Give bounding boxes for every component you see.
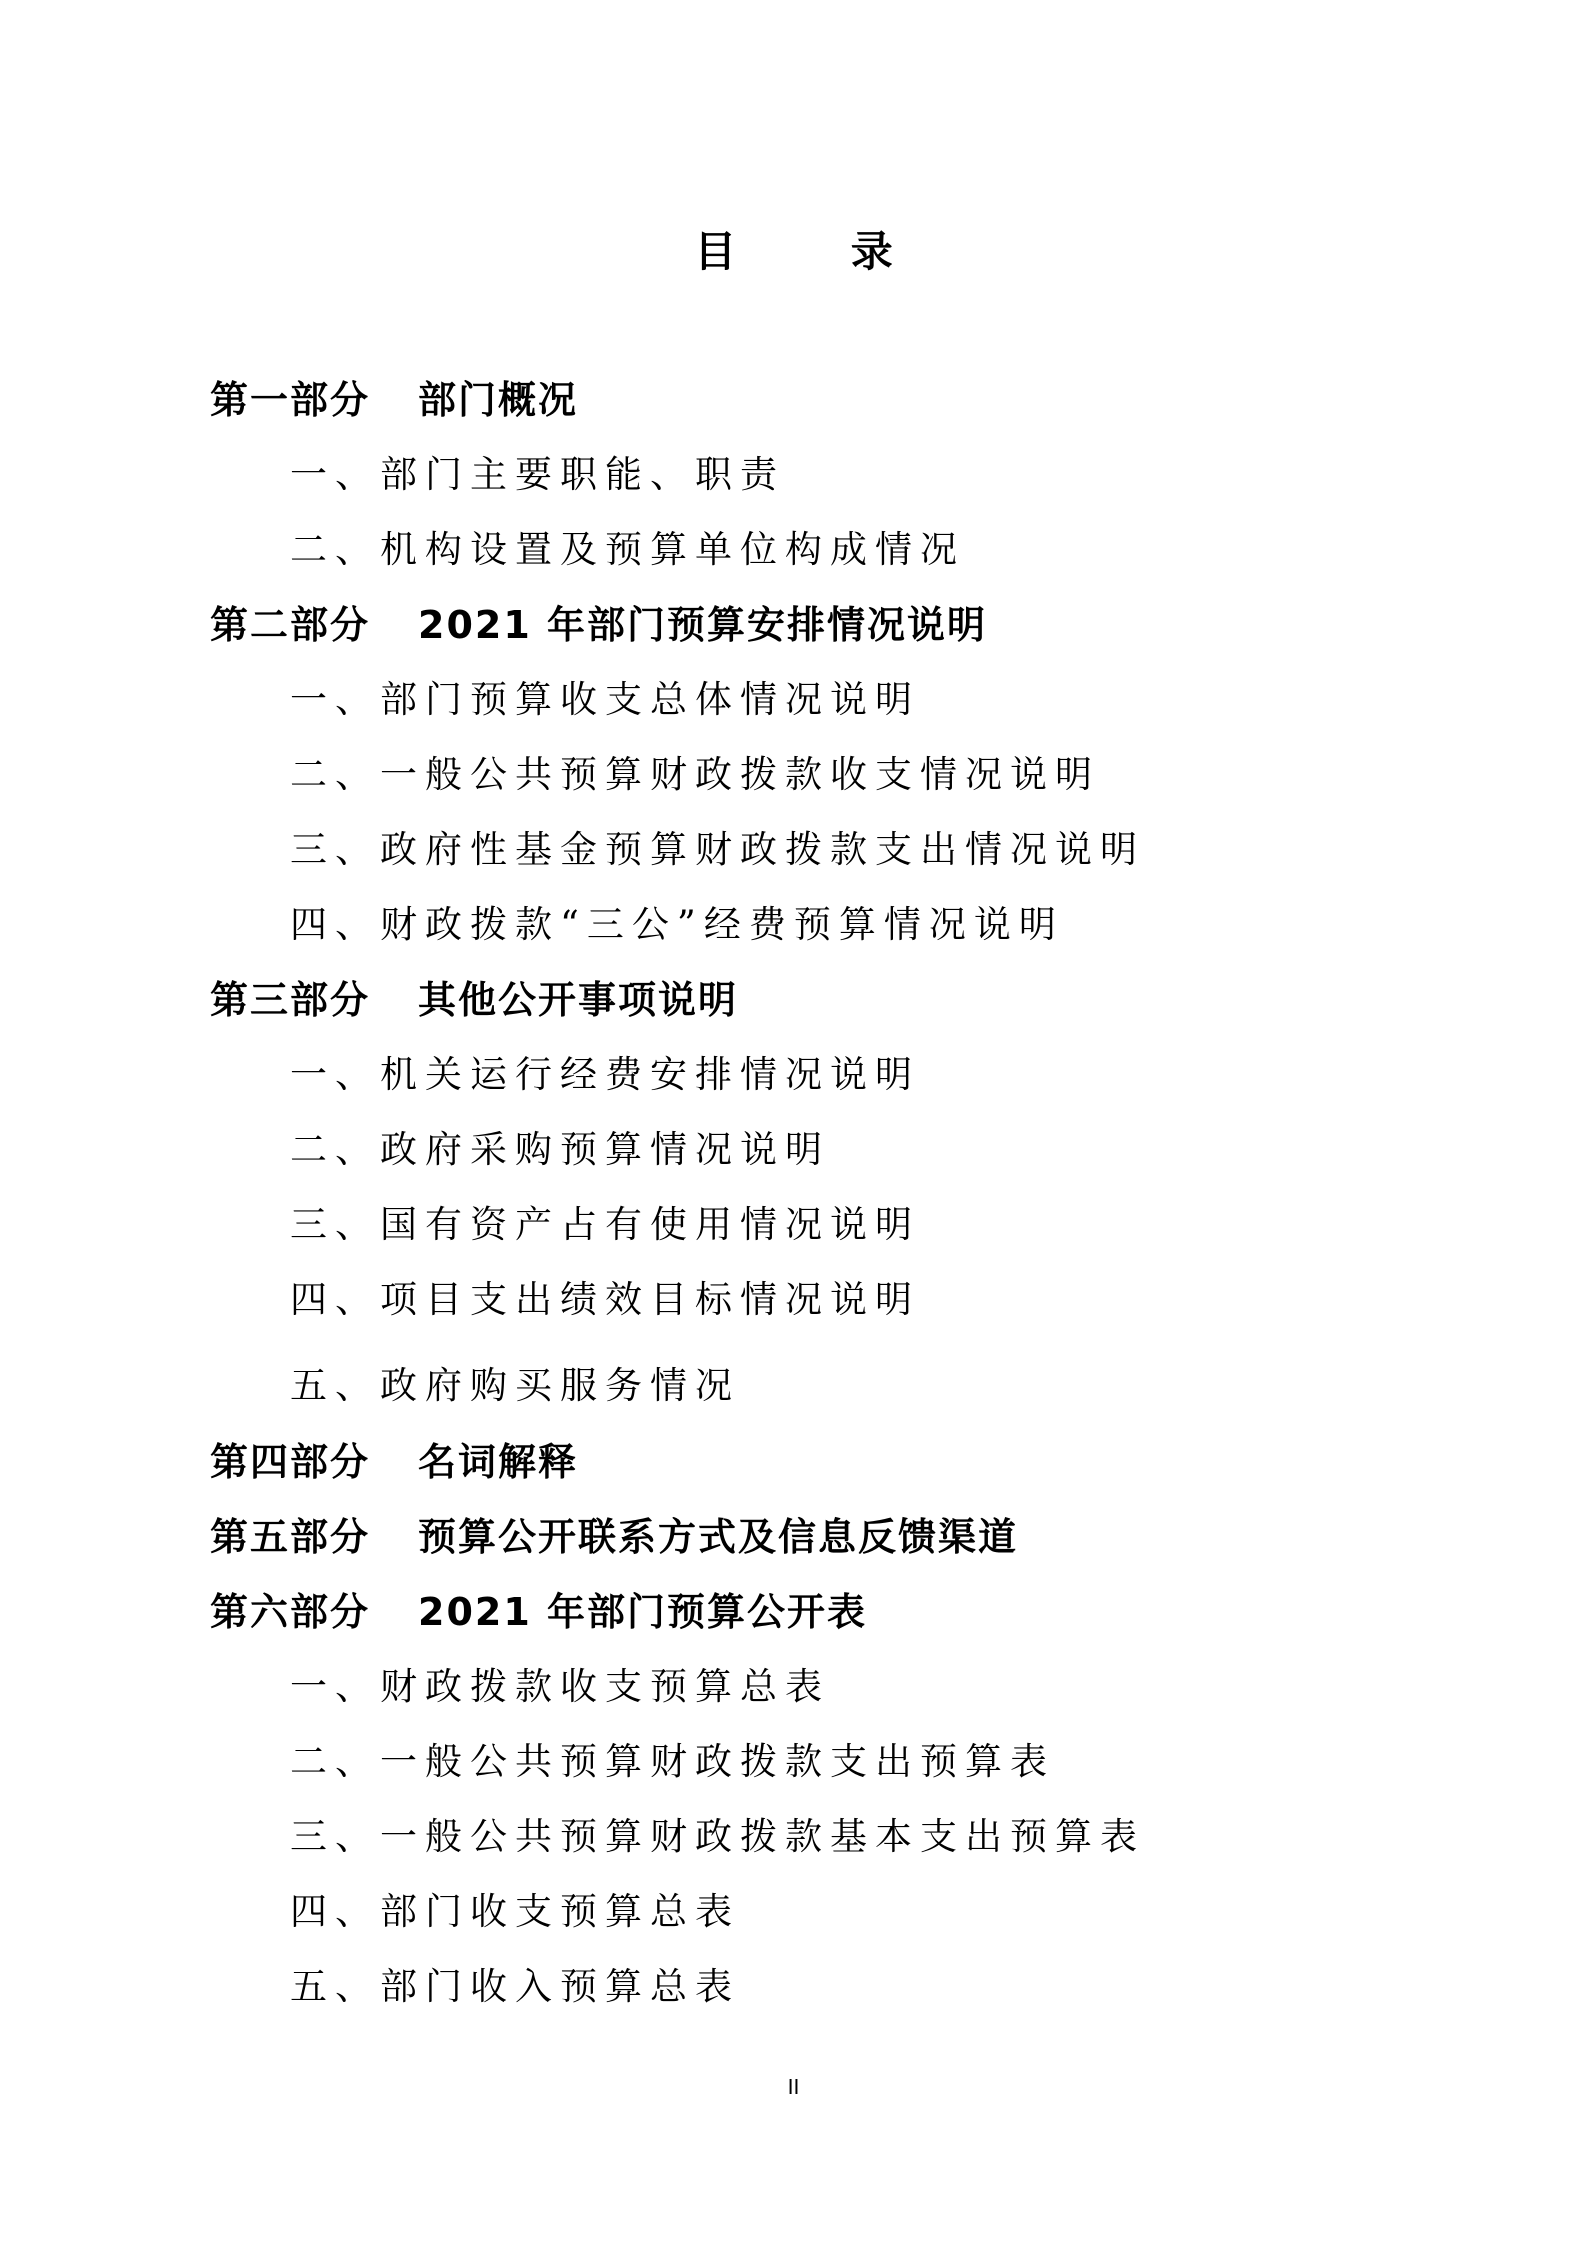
toc-item[interactable]: 一、部门主要职能、职责: [290, 453, 785, 496]
toc-item[interactable]: 一、财政拨款收支预算总表: [290, 1665, 830, 1708]
toc-part-text: 部门概况: [418, 378, 579, 422]
toc-part-label: 第五部分: [210, 1515, 371, 1559]
toc-part-text: 名词解释: [418, 1440, 579, 1484]
toc-item[interactable]: 四、项目支出绩效目标情况说明: [290, 1278, 920, 1321]
toc-part-6[interactable]: [210, 1584, 867, 1640]
toc-item[interactable]: 三、政府性基金预算财政拨款支出情况说明: [290, 828, 1145, 871]
toc-part-text: 2021 年部门预算公开表: [418, 1590, 868, 1634]
toc-part-label: 第一部分: [210, 378, 371, 422]
toc-item[interactable]: 五、部门收入预算总表: [290, 1965, 740, 2008]
toc-item[interactable]: 二、一般公共预算财政拨款收支情况说明: [290, 753, 1100, 796]
toc-part-2[interactable]: [210, 597, 987, 653]
toc-item[interactable]: 二、一般公共预算财政拨款支出预算表: [290, 1740, 1055, 1783]
toc-item[interactable]: 二、机构设置及预算单位构成情况: [290, 528, 965, 571]
toc-part-3[interactable]: [210, 972, 738, 1028]
toc-item[interactable]: 三、国有资产占有使用情况说明: [290, 1203, 920, 1246]
toc-item[interactable]: 二、政府采购预算情况说明: [290, 1128, 830, 1171]
toc-part-label: 第四部分: [210, 1440, 371, 1484]
toc-item[interactable]: 四、部门收支预算总表: [290, 1890, 740, 1933]
toc-part-text: 2021 年部门预算安排情况说明: [418, 603, 988, 647]
toc-part-label: 第三部分: [210, 978, 371, 1022]
toc-item[interactable]: 三、一般公共预算财政拨款基本支出预算表: [290, 1815, 1145, 1858]
toc-item[interactable]: 一、机关运行经费安排情况说明: [290, 1053, 920, 1096]
toc-part-5[interactable]: [210, 1509, 1018, 1565]
toc-part-label: 第二部分: [210, 603, 371, 647]
page-number: II: [787, 2075, 800, 2099]
toc-item[interactable]: 五、政府购买服务情况: [290, 1364, 740, 1407]
toc-part-label: 第六部分: [210, 1590, 371, 1634]
toc-part-text: 其他公开事项说明: [418, 978, 739, 1022]
toc-item[interactable]: 一、部门预算收支总体情况说明: [290, 678, 920, 721]
page-title: 目 录: [694, 227, 943, 276]
toc-part-1[interactable]: [210, 372, 578, 428]
toc-part-text: 预算公开联系方式及信息反馈渠道: [418, 1515, 1019, 1559]
toc-part-4[interactable]: [210, 1434, 578, 1490]
toc-item[interactable]: 四、财政拨款“三公”经费预算情况说明: [290, 903, 1064, 946]
